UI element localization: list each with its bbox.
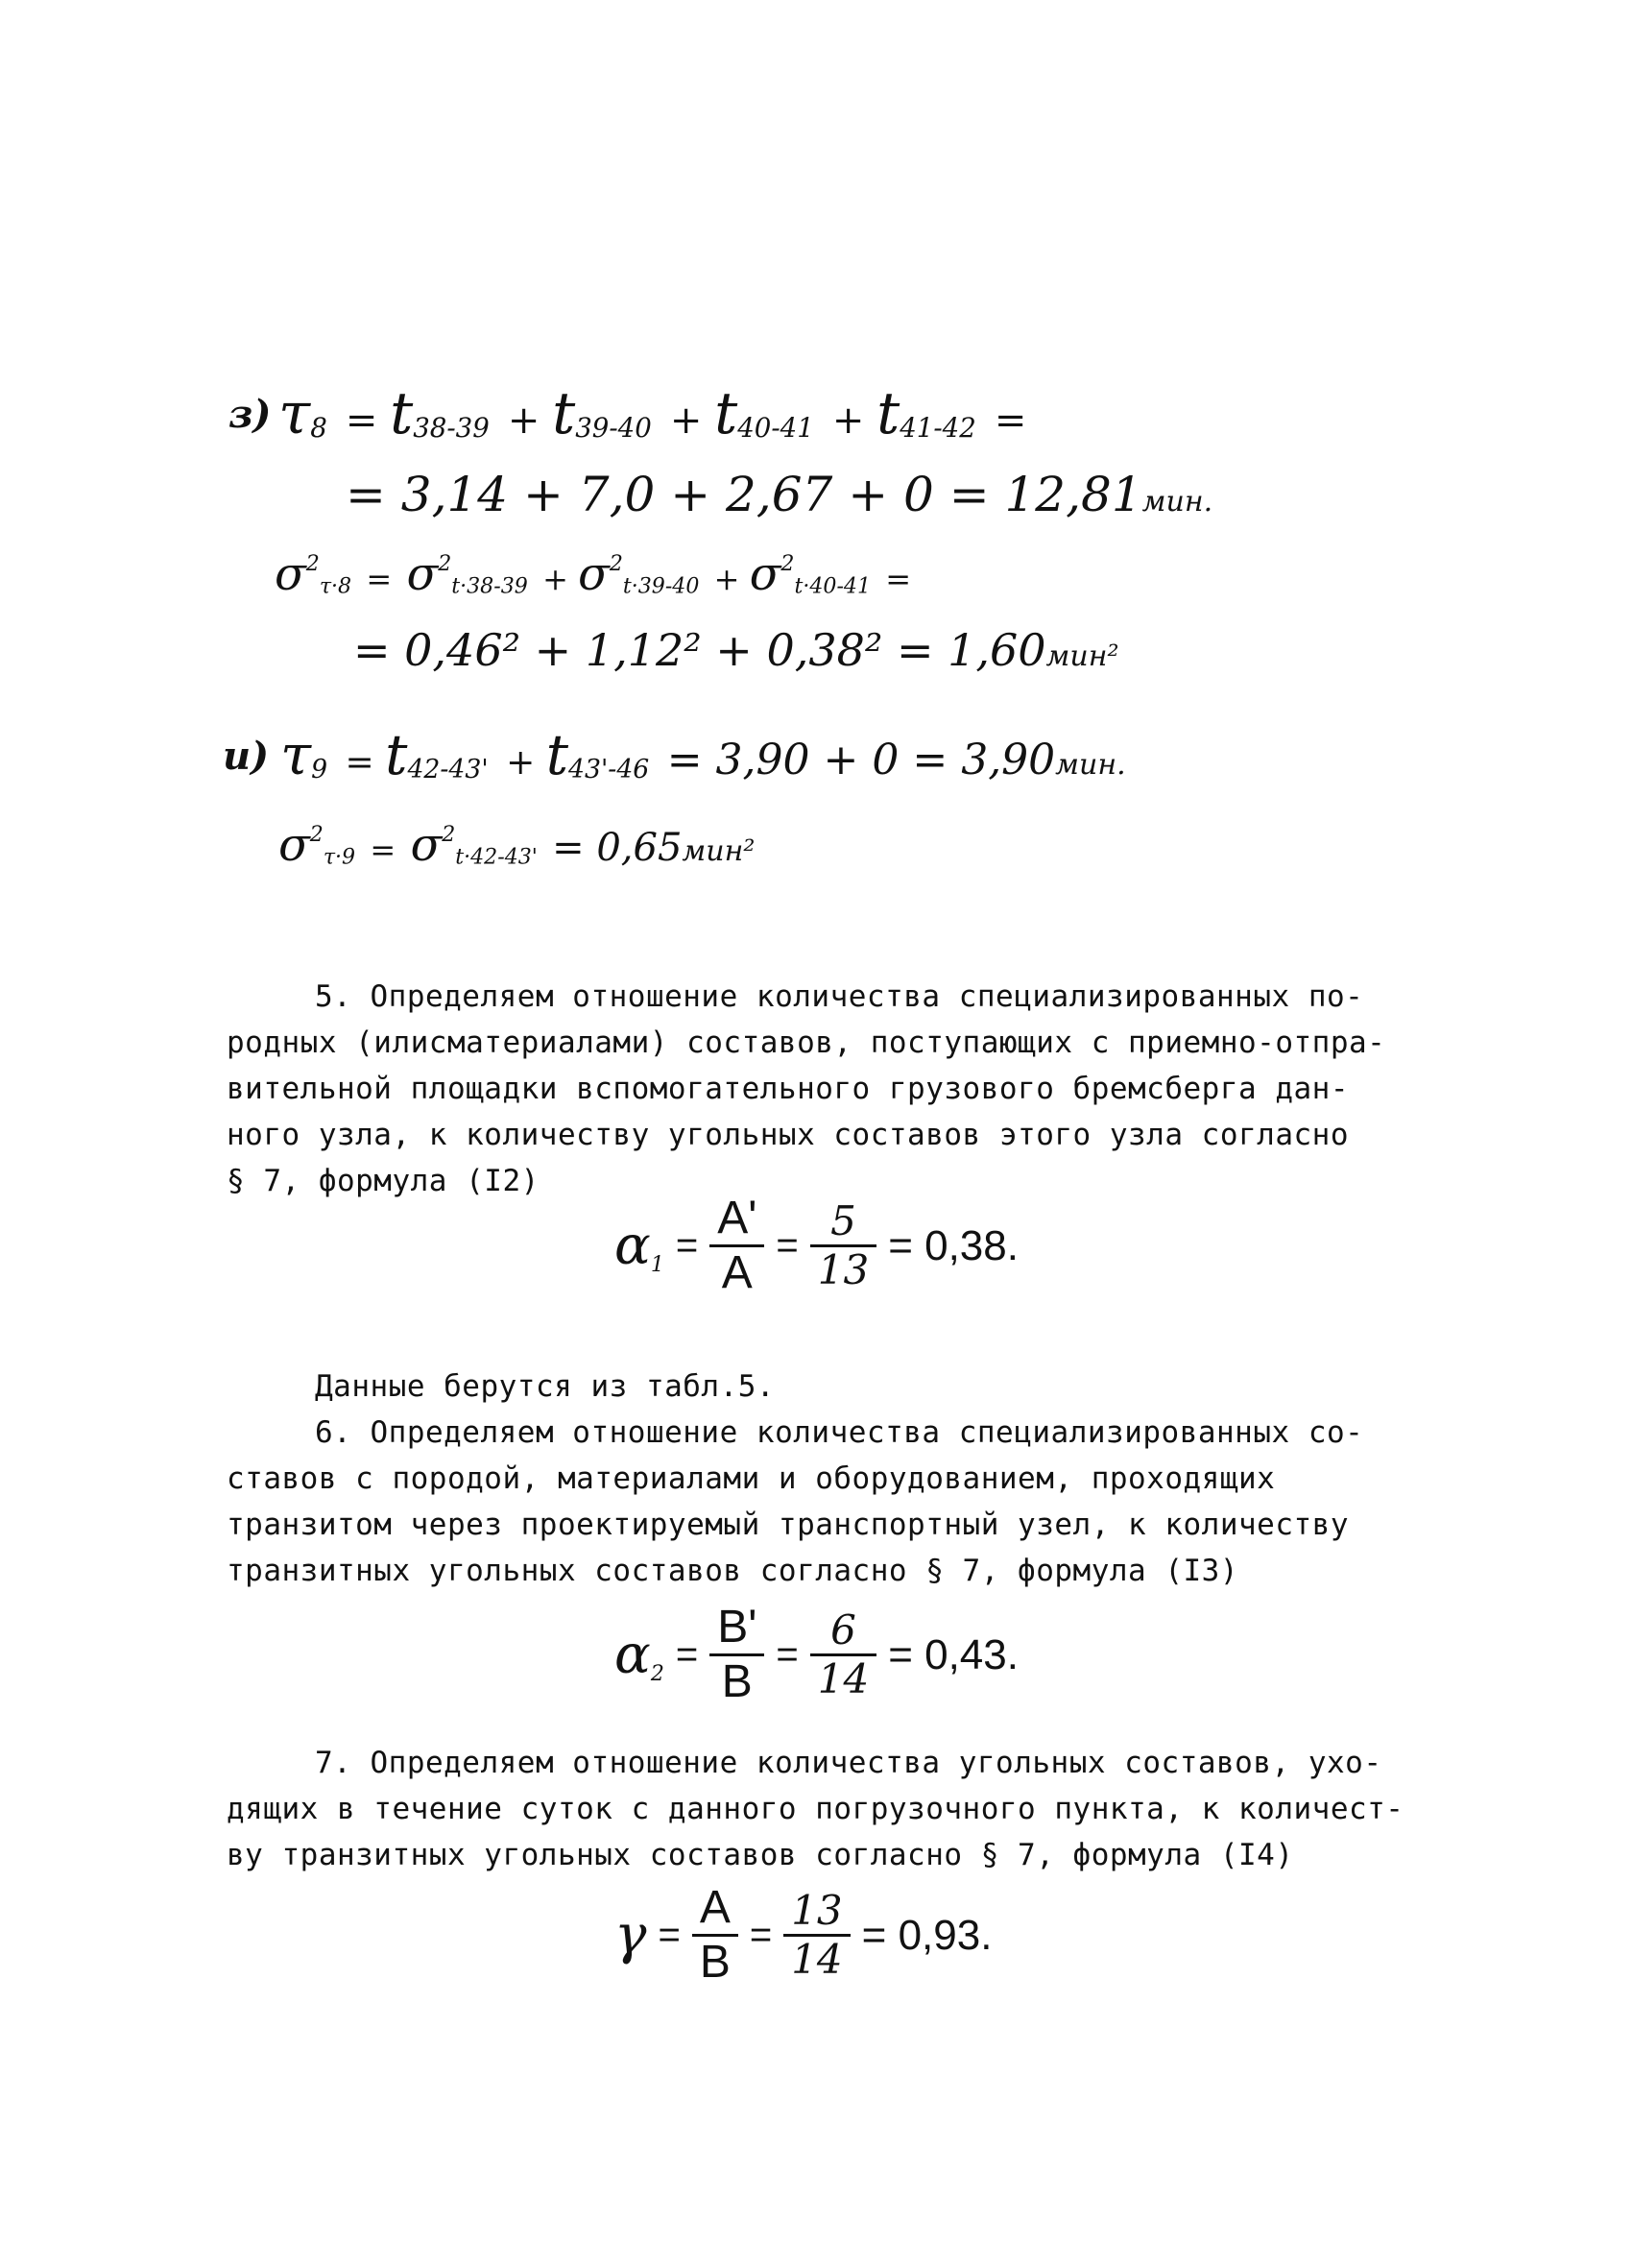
para5-line4: ного узла, к количеству угольных составов этого узла согласно xyxy=(227,1118,1349,1152)
equation-sigma8-line1: $\sigma^2_{\tau\cdot 8} = \sigma^2_{t\cdot 38-39} + \sigma^2_{t\cdot 39-40} + \sigma^2_{t\cdot 40-41}$ = xyxy=(275,547,912,601)
formula-alpha1: $\alpha_1$ = $\frac{A'}{A}$ = $\frac{5}{13}$ = 0,38. xyxy=(614,1193,1019,1299)
fraction-gamma-symbolic: $\frac{A}{B}$ xyxy=(692,1884,738,1988)
note-data-source: Данные берутся из табл.5. xyxy=(315,1369,776,1404)
para7-line1: 7. Определяем отношение количества угольных составов, ухо- xyxy=(315,1746,1382,1780)
equation-sigma8-line2: = 0,46² + 1,12² + 0,38² = 1,60мин² xyxy=(353,624,1119,676)
para6-line4: транзитных угольных составов согласно § 7, формула (I3) xyxy=(227,1554,1238,1588)
fraction-alpha1-numeric: $\frac{5}{13}$ xyxy=(810,1200,876,1291)
formula-alpha2: $\alpha_2$ = $\frac{B'}{B}$ = $\frac{6}{14}$ = 0,43. xyxy=(614,1602,1019,1708)
para5-line3: вительной площадки вспомогательного грузового бремсберга дан- xyxy=(227,1072,1349,1106)
para5-line1: 5. Определяем отношение количества специализированных по- xyxy=(315,979,1364,1014)
fraction-alpha2-symbolic: $\frac{B'}{B}$ xyxy=(709,1604,764,1707)
para6-line2: ставов с породой, материалами и оборудованием, проходящих xyxy=(227,1461,1276,1496)
para6-line3: транзитом через проектируемый транспортный узел, к количеству xyxy=(227,1508,1349,1542)
fraction-gamma-numeric: $\frac{13}{14}$ xyxy=(783,1890,850,1981)
fraction-alpha1-symbolic: $\frac{A'}{A}$ xyxy=(709,1194,764,1298)
equation-tau9: $\tau_9 = t_{42-43'} + t_{43'-46} = 3,90 + 0 = 3,90мин$. xyxy=(280,722,1126,787)
para5-line2: родных (илисматериалами) составов, поступающих с приемно-отпра- xyxy=(227,1025,1386,1060)
para7-line2: дящих в течение суток с данного погрузочного пункта, к количест- xyxy=(227,1792,1404,1826)
para5-line5: § 7, формула (I2) xyxy=(227,1164,540,1198)
section-z-marker: з) xyxy=(228,392,272,437)
equation-tau8-line2: = 3,14 + 7,0 + 2,67 + 0 = 12,81мин. xyxy=(346,467,1213,522)
fraction-alpha2-numeric: $\frac{6}{14}$ xyxy=(810,1609,876,1701)
equation-tau8-line1: $\tau_8 = t_{38-39} + t_{39-40} + t_{40-41} + t_{41-42}$ = xyxy=(278,380,1027,447)
section-i-marker: и) xyxy=(223,734,270,779)
formula-gamma: γ = $\frac{A}{B}$ = $\frac{13}{14}$ = 0,93. xyxy=(614,1882,993,1989)
equation-sigma9: $\sigma^2_{\tau\cdot 9} = \sigma^2_{t\cdot 42-43'} = 0,65мин^2$ xyxy=(278,818,756,872)
para6-line1: 6. Определяем отношение количества специализированных со- xyxy=(315,1415,1364,1450)
para7-line3: ву транзитных угольных составов согласно § 7, формула (I4) xyxy=(227,1838,1294,1872)
